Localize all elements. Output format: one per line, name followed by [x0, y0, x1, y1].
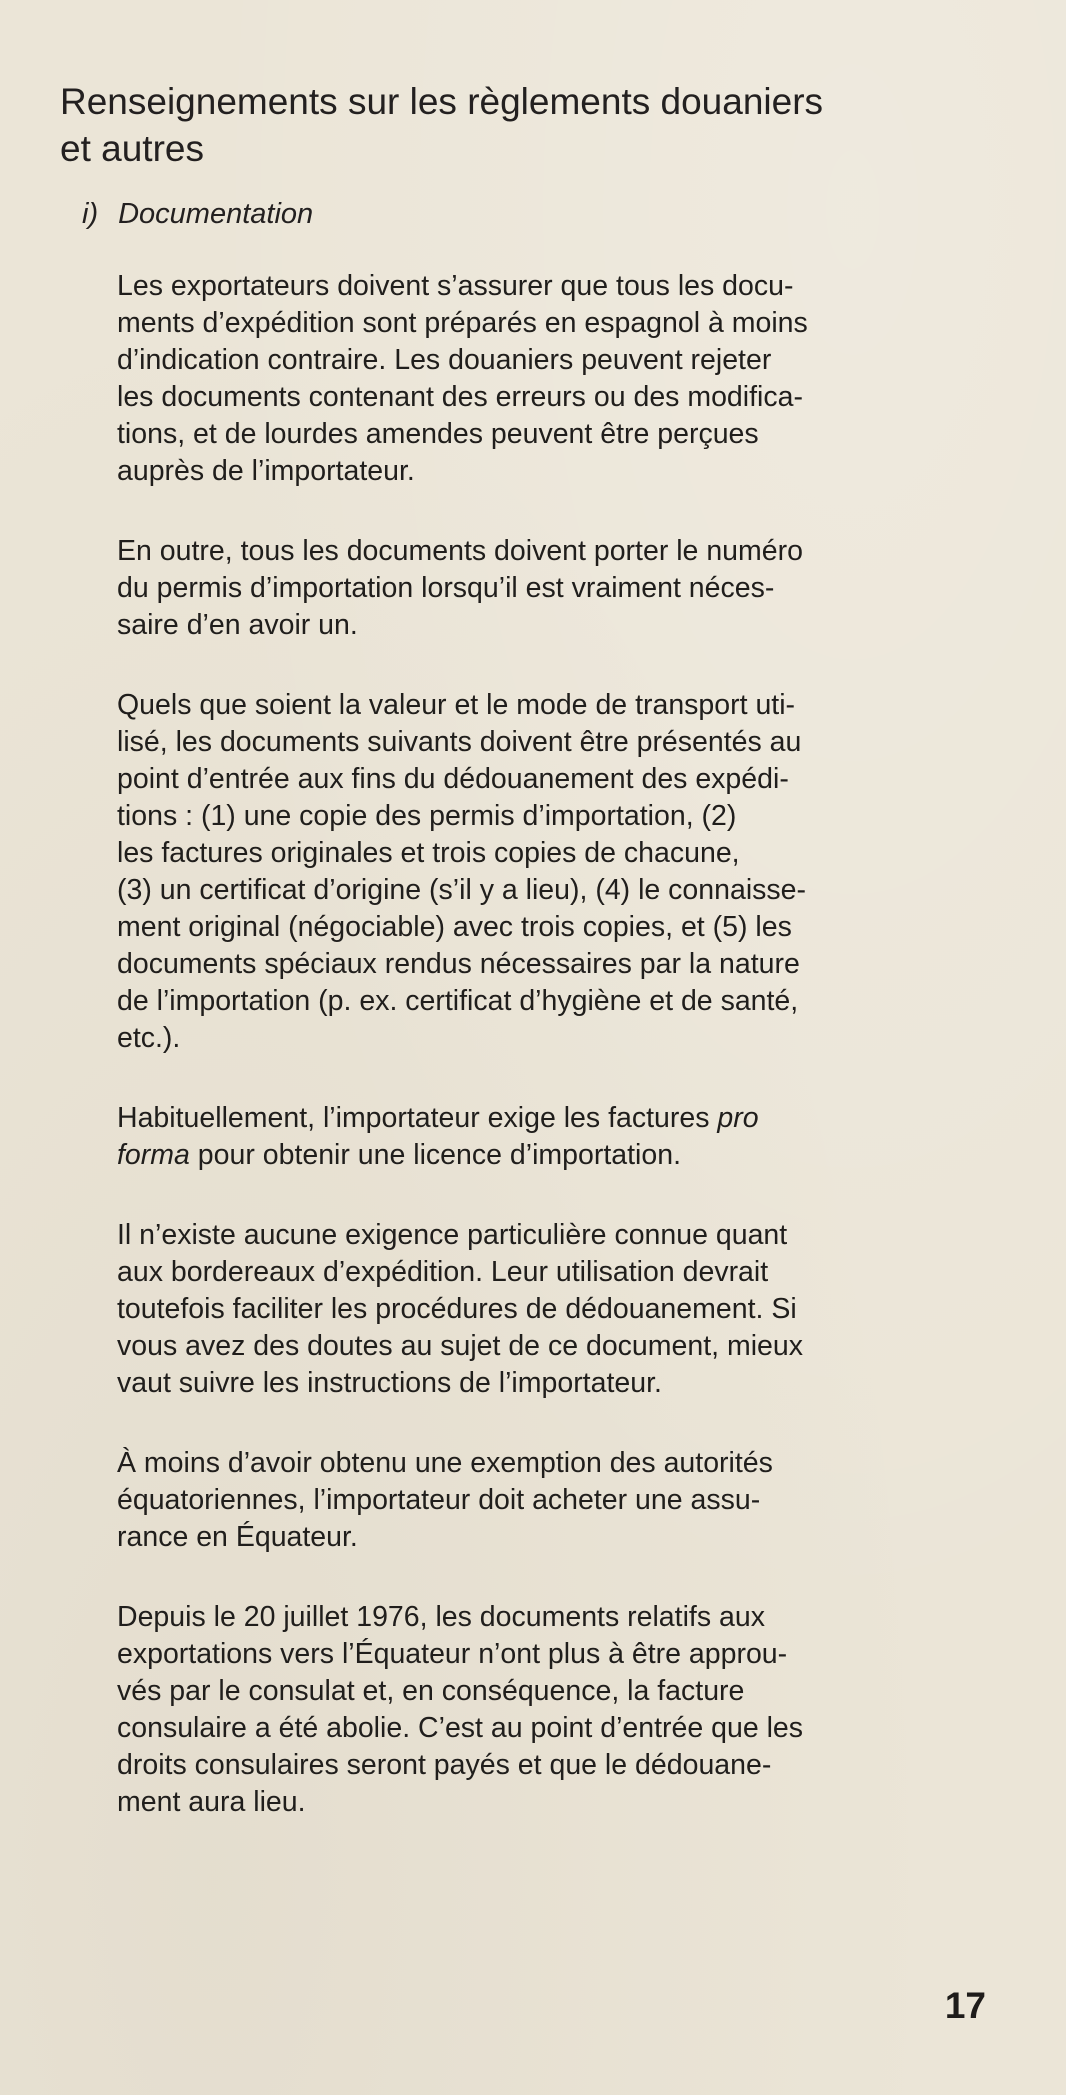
- text-line: ment original (négociable) avec trois copies, et (5) les: [117, 911, 792, 943]
- text-line: saire d’en avoir un.: [117, 609, 358, 641]
- text-line: les documents contenant des erreurs ou des modifica-: [117, 381, 803, 413]
- text-line: etc.).: [117, 1022, 181, 1054]
- page-number: 17: [944, 1985, 986, 2026]
- text-line: les factures originales et trois copies de chacune,: [117, 837, 740, 869]
- subsection-heading: [82, 196, 313, 232]
- text-line: ment aura lieu.: [117, 1786, 306, 1818]
- text-line: d’indication contraire. Les douaniers peuvent rejeter: [117, 344, 772, 376]
- text-line: toutefois faciliter les procédures de dédouanement. Si: [117, 1293, 797, 1325]
- text-line: vaut suivre les instructions de l’importateur.: [117, 1367, 662, 1399]
- paragraph-packing-lists: [117, 1217, 977, 1402]
- text-line: tions, et de lourdes amendes peuvent être perçues: [117, 418, 759, 450]
- section-heading-line-2: et autres: [60, 128, 204, 169]
- text-line: droits consulaires seront payés et que le dédouane-: [117, 1749, 772, 1781]
- text-segment: pour obtenir une licence d’importation.: [189, 1139, 681, 1171]
- text-line: vés par le consulat et, en conséquence, la facture: [117, 1675, 745, 1707]
- emphasis-text: forma: [117, 1139, 190, 1171]
- text-line: exportations vers l’Équateur n’ont plus à être approu-: [117, 1638, 788, 1670]
- text-line: (3) un certificat d’origine (s’il y a lieu), (4) le connaisse-: [117, 874, 807, 906]
- text-line: équatoriennes, l’importateur doit acheter une assu-: [117, 1484, 761, 1516]
- text-line: lisé, les documents suivants doivent être présentés au: [117, 726, 802, 758]
- text-line: [117, 1100, 977, 1137]
- text-line: documents spéciaux rendus nécessaires par la nature: [117, 948, 800, 980]
- text-line: À moins d’avoir obtenu une exemption des autorités: [117, 1447, 773, 1479]
- text-line: vous avez des doutes au sujet de ce document, mieux: [117, 1330, 803, 1362]
- text-segment: Habituellement, l’importateur exige les factures: [117, 1102, 718, 1134]
- text-line: Depuis le 20 juillet 1976, les documents relatifs aux: [117, 1601, 765, 1633]
- text-line: point d’entrée aux fins du dédouanement des expédi-: [117, 763, 789, 795]
- text-line: auprès de l’importateur.: [117, 455, 415, 487]
- section-heading-line-1: Renseignements sur les règlements douaniers: [60, 81, 824, 122]
- section-heading: [60, 78, 1020, 172]
- paragraph-consular-invoice: [117, 1599, 977, 1821]
- emphasis-text: pro: [717, 1102, 759, 1134]
- body-text: [117, 268, 977, 1864]
- subsection-title: Documentation: [118, 198, 314, 230]
- paragraph-required-documents: [117, 687, 977, 1057]
- paragraph-pro-forma-invoices: [117, 1100, 977, 1174]
- text-line: En outre, tous les documents doivent porter le numéro: [117, 535, 803, 567]
- text-line: Les exportateurs doivent s’assurer que tous les docu-: [117, 270, 794, 302]
- text-line: rance en Équateur.: [117, 1521, 358, 1553]
- text-line: Il n’existe aucune exigence particulière connue quant: [117, 1219, 788, 1251]
- text-line: du permis d’importation lorsqu’il est vraiment néces-: [117, 572, 775, 604]
- paragraph-import-permit-number: [117, 533, 977, 644]
- text-line: [117, 1137, 977, 1174]
- text-line: Quels que soient la valeur et le mode de transport uti-: [117, 689, 796, 721]
- text-line: tions : (1) une copie des permis d’importation, (2): [117, 800, 737, 832]
- text-line: ments d’expédition sont préparés en espagnol à moins: [117, 307, 808, 339]
- subsection-marker: i): [82, 198, 99, 230]
- paragraph-documents-language: [117, 268, 977, 490]
- paragraph-insurance: [117, 1445, 977, 1556]
- text-line: aux bordereaux d’expédition. Leur utilisation devrait: [117, 1256, 769, 1288]
- text-line: de l’importation (p. ex. certificat d’hygiène et de santé,: [117, 985, 799, 1017]
- text-line: consulaire a été abolie. C’est au point d’entrée que les: [117, 1712, 804, 1744]
